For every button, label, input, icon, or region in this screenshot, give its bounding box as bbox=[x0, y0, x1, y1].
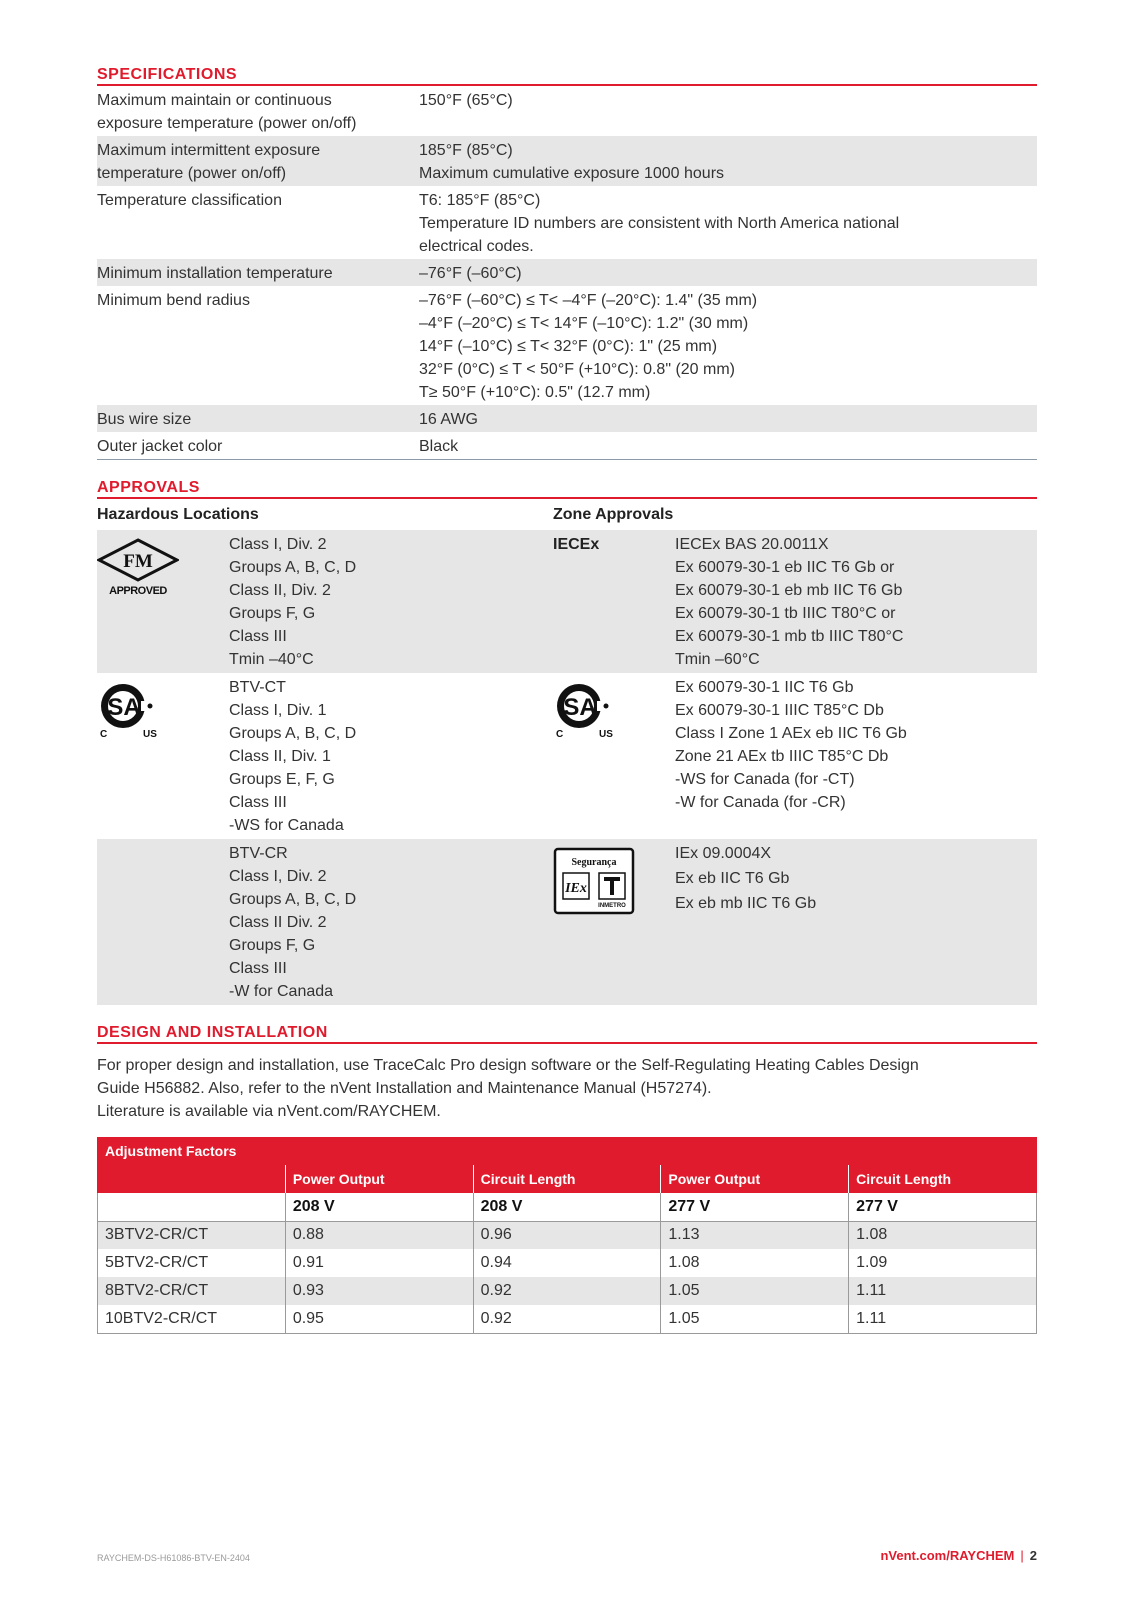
approval-row bbox=[97, 673, 1037, 839]
table-cell: 5BTV2-CR/CT bbox=[98, 1249, 286, 1277]
table-row bbox=[98, 1277, 1037, 1305]
document-code: RAYCHEM-DS-H61086-BTV-EN-2404 bbox=[97, 1553, 250, 1563]
table-title: Adjustment Factors bbox=[98, 1137, 1037, 1165]
spec-label-line: Temperature classification bbox=[97, 192, 282, 209]
spec-value-line: T6: 185°F (85°C) bbox=[419, 192, 541, 209]
table-cell: 0.93 bbox=[285, 1277, 473, 1305]
hazardous-line: -WS for Canada bbox=[229, 817, 344, 834]
spec-row bbox=[97, 432, 1037, 459]
csa-logo bbox=[553, 673, 675, 839]
hazardous-line: Class II, Div. 2 bbox=[229, 582, 331, 599]
hazardous-line: Class III bbox=[229, 960, 287, 977]
table-unit-row bbox=[98, 1193, 1037, 1221]
website-link[interactable]: nVent.com/RAYCHEM bbox=[880, 1548, 1015, 1563]
inmetro-text: INMETRO bbox=[598, 903, 626, 909]
csa-us-text: US bbox=[143, 729, 157, 740]
zone-line: -WS for Canada (for -CT) bbox=[675, 771, 855, 788]
design-text-line: Literature is available via nVent.com/RAYCHEM. bbox=[97, 1103, 441, 1120]
zone-line: Ex eb mb IIC T6 Gb bbox=[675, 895, 817, 912]
zone-line: Ex 60079-30-1 eb IIC T6 Gb or bbox=[675, 559, 895, 576]
table-unit-cell: 277 V bbox=[849, 1193, 1037, 1221]
spec-value-line: 14°F (–10°C) ≤ T< 32°F (0°C): 1" (25 mm) bbox=[419, 338, 718, 355]
table-cell: 1.11 bbox=[849, 1277, 1037, 1305]
empty-logo-cell bbox=[97, 839, 229, 1005]
table-header-cell: Circuit Length bbox=[473, 1165, 661, 1193]
spec-label-line: Maximum maintain or continuous bbox=[97, 92, 332, 109]
table-row bbox=[98, 1305, 1037, 1333]
zone-list bbox=[675, 530, 1037, 673]
zone-approvals-heading: Zone Approvals bbox=[553, 506, 674, 523]
iex-text: IEx bbox=[565, 881, 587, 896]
table-row bbox=[98, 1249, 1037, 1277]
spec-label bbox=[97, 189, 419, 258]
hazardous-line: Groups A, B, C, D bbox=[229, 891, 357, 908]
spec-row bbox=[97, 259, 1037, 286]
table-cell: 8BTV2-CR/CT bbox=[98, 1277, 286, 1305]
csa-logo bbox=[97, 673, 229, 839]
hazardous-line: Class I, Div. 2 bbox=[229, 868, 327, 885]
table-unit-cell: 208 V bbox=[473, 1193, 661, 1221]
spec-label-line: Outer jacket color bbox=[97, 438, 223, 455]
design-text-line: For proper design and installation, use TraceCalc Pro design software or the Self-Regulating Heating Cables Design bbox=[97, 1057, 919, 1074]
spec-value-line: 185°F (85°C) bbox=[419, 142, 513, 159]
zone-line: Ex eb IIC T6 Gb bbox=[675, 870, 790, 887]
table-cell: 0.92 bbox=[473, 1277, 661, 1305]
zone-line: Ex 60079-30-1 IIIC T85°C Db bbox=[675, 702, 884, 719]
zone-line: Ex 60079-30-1 mb tb IIIC T80°C bbox=[675, 628, 904, 645]
spec-value bbox=[419, 189, 1037, 258]
seguranca-text: Segurança bbox=[571, 857, 617, 868]
spec-label-line: Maximum intermittent exposure bbox=[97, 142, 321, 159]
spec-row bbox=[97, 86, 1037, 136]
table-header-cell: Power Output bbox=[285, 1165, 473, 1193]
spec-value-line: –76°F (–60°C) ≤ T< –4°F (–20°C): 1.4" (35 mm) bbox=[419, 292, 758, 309]
datasheet-page bbox=[97, 64, 1037, 1334]
hazardous-list bbox=[229, 839, 553, 1005]
spec-label-line: Minimum bend radius bbox=[97, 292, 250, 309]
spec-value-line: –4°F (–20°C) ≤ T< 14°F (–10°C): 1.2" (30 mm) bbox=[419, 315, 749, 332]
zone-list bbox=[675, 673, 1037, 839]
csa-logo-text: SA bbox=[563, 694, 597, 721]
fm-logo-sub: APPROVED bbox=[109, 585, 167, 596]
seguranca-inmetro-logo bbox=[553, 839, 675, 1005]
table-row bbox=[98, 1221, 1037, 1249]
zone-line: IECEx BAS 20.0011X bbox=[675, 536, 829, 553]
iecex-label: IECEx bbox=[553, 536, 600, 553]
hazardous-line: Groups F, G bbox=[229, 605, 316, 622]
spec-value-line: Black bbox=[419, 438, 459, 455]
hazardous-line: Groups A, B, C, D bbox=[229, 725, 357, 742]
table-cell: 0.96 bbox=[473, 1221, 661, 1249]
adjustment-factors-table bbox=[97, 1137, 1037, 1334]
design-installation-text bbox=[97, 1054, 1037, 1123]
hazardous-line: Class III bbox=[229, 794, 287, 811]
table-cell: 1.09 bbox=[849, 1249, 1037, 1277]
zone-line: Tmin –60°C bbox=[675, 651, 760, 668]
table-cell: 0.91 bbox=[285, 1249, 473, 1277]
spec-label bbox=[97, 89, 419, 135]
page-number: 2 bbox=[1029, 1548, 1037, 1563]
hazardous-line: BTV-CR bbox=[229, 845, 288, 862]
hazardous-line: Groups E, F, G bbox=[229, 771, 335, 788]
csa-c-text: C bbox=[100, 729, 108, 740]
hazardous-line: Class II Div. 2 bbox=[229, 914, 327, 931]
spec-value bbox=[419, 262, 1037, 285]
table-cell: 1.11 bbox=[849, 1305, 1037, 1333]
design-text-line: Guide H56882. Also, refer to the nVent Installation and Maintenance Manual (H57274). bbox=[97, 1080, 712, 1097]
spec-value-line: electrical codes. bbox=[419, 238, 534, 255]
table-unit-cell bbox=[98, 1193, 286, 1221]
table-unit-cell: 208 V bbox=[285, 1193, 473, 1221]
table-cell: 1.13 bbox=[661, 1221, 849, 1249]
spec-value-line: Temperature ID numbers are consistent with North America national bbox=[419, 215, 900, 232]
hazardous-list bbox=[229, 673, 553, 839]
spec-value-line: –76°F (–60°C) bbox=[419, 265, 522, 282]
table-cell: 0.94 bbox=[473, 1249, 661, 1277]
approval-row bbox=[97, 530, 1037, 673]
spec-value bbox=[419, 289, 1037, 404]
spec-row bbox=[97, 186, 1037, 259]
design-installation-title: DESIGN AND INSTALLATION bbox=[97, 1022, 1037, 1044]
spec-row bbox=[97, 286, 1037, 405]
hazardous-line: BTV-CT bbox=[229, 679, 286, 696]
spec-value bbox=[419, 139, 1037, 185]
approvals-headings bbox=[97, 499, 1037, 530]
hazardous-list bbox=[229, 530, 553, 673]
hazardous-line: Class II, Div. 1 bbox=[229, 748, 331, 765]
spec-label-line: exposure temperature (power on/off) bbox=[97, 115, 357, 132]
table-cell: 0.88 bbox=[285, 1221, 473, 1249]
table-header-cell bbox=[98, 1165, 286, 1193]
specifications-title: SPECIFICATIONS bbox=[97, 64, 1037, 86]
spec-label-line: Minimum installation temperature bbox=[97, 265, 333, 282]
table-cell: 1.08 bbox=[661, 1249, 849, 1277]
spec-value-line: 32°F (0°C) ≤ T < 50°F (+10°C): 0.8" (20 mm) bbox=[419, 361, 735, 378]
spec-value bbox=[419, 89, 1037, 135]
hazardous-locations-heading: Hazardous Locations bbox=[97, 506, 259, 523]
csa-us-text: US bbox=[599, 729, 613, 740]
spec-label bbox=[97, 262, 419, 285]
table-cell: 1.05 bbox=[661, 1305, 849, 1333]
spec-label bbox=[97, 435, 419, 458]
spec-label bbox=[97, 139, 419, 185]
spec-label-line: temperature (power on/off) bbox=[97, 165, 287, 182]
fm-logo-text: FM bbox=[123, 551, 153, 572]
table-cell: 0.95 bbox=[285, 1305, 473, 1333]
specifications-table bbox=[97, 86, 1037, 460]
spec-value-line: 16 AWG bbox=[419, 411, 478, 428]
spec-label bbox=[97, 408, 419, 431]
hazardous-line: Groups A, B, C, D bbox=[229, 559, 357, 576]
hazardous-line: Class I, Div. 1 bbox=[229, 702, 327, 719]
spec-value-line: Maximum cumulative exposure 1000 hours bbox=[419, 165, 725, 182]
spec-value-line: T≥ 50°F (+10°C): 0.5" (12.7 mm) bbox=[419, 384, 651, 401]
zone-line: Ex 60079-30-1 tb IIIC T80°C or bbox=[675, 605, 896, 622]
hazardous-line: Groups F, G bbox=[229, 937, 316, 954]
spec-row bbox=[97, 136, 1037, 186]
zone-line: -W for Canada (for -CR) bbox=[675, 794, 846, 811]
table-header-cell: Circuit Length bbox=[849, 1165, 1037, 1193]
spec-value bbox=[419, 435, 1037, 458]
table-cell: 0.92 bbox=[473, 1305, 661, 1333]
table-header-row bbox=[98, 1165, 1037, 1193]
approvals-title: APPROVALS bbox=[97, 477, 1037, 499]
table-cell: 1.08 bbox=[849, 1221, 1037, 1249]
table-unit-cell: 277 V bbox=[661, 1193, 849, 1221]
table-title-row bbox=[98, 1137, 1037, 1165]
spec-label bbox=[97, 289, 419, 404]
spec-label-line: Bus wire size bbox=[97, 411, 192, 428]
footer-right bbox=[880, 1548, 1037, 1563]
zone-line: IEx 09.0004X bbox=[675, 845, 772, 862]
table-cell: 3BTV2-CR/CT bbox=[98, 1221, 286, 1249]
zone-line: Zone 21 AEx tb IIIC T85°C Db bbox=[675, 748, 889, 765]
section-divider bbox=[97, 459, 1037, 460]
hazardous-line: -W for Canada bbox=[229, 983, 334, 1000]
hazardous-line: Tmin –40°C bbox=[229, 651, 314, 668]
spec-value bbox=[419, 408, 1037, 431]
zone-line: Class I Zone 1 AEx eb IIC T6 Gb bbox=[675, 725, 907, 742]
spec-value-line: 150°F (65°C) bbox=[419, 92, 513, 109]
hazardous-line: Class I, Div. 2 bbox=[229, 536, 327, 553]
footer-separator: | bbox=[1020, 1548, 1024, 1563]
zone-line: Ex 60079-30-1 eb mb IIC T6 Gb bbox=[675, 582, 903, 599]
csa-c-text: C bbox=[556, 729, 564, 740]
table-cell: 1.05 bbox=[661, 1277, 849, 1305]
zone-list bbox=[675, 839, 1037, 1005]
spec-row bbox=[97, 405, 1037, 432]
approval-row bbox=[97, 839, 1037, 1005]
fm-approved-logo bbox=[97, 530, 229, 673]
hazardous-line: Class III bbox=[229, 628, 287, 645]
csa-logo-text: SA bbox=[107, 694, 141, 721]
table-header-cell: Power Output bbox=[661, 1165, 849, 1193]
table-cell: 10BTV2-CR/CT bbox=[98, 1305, 286, 1333]
zone-line: Ex 60079-30-1 IIC T6 Gb bbox=[675, 679, 854, 696]
